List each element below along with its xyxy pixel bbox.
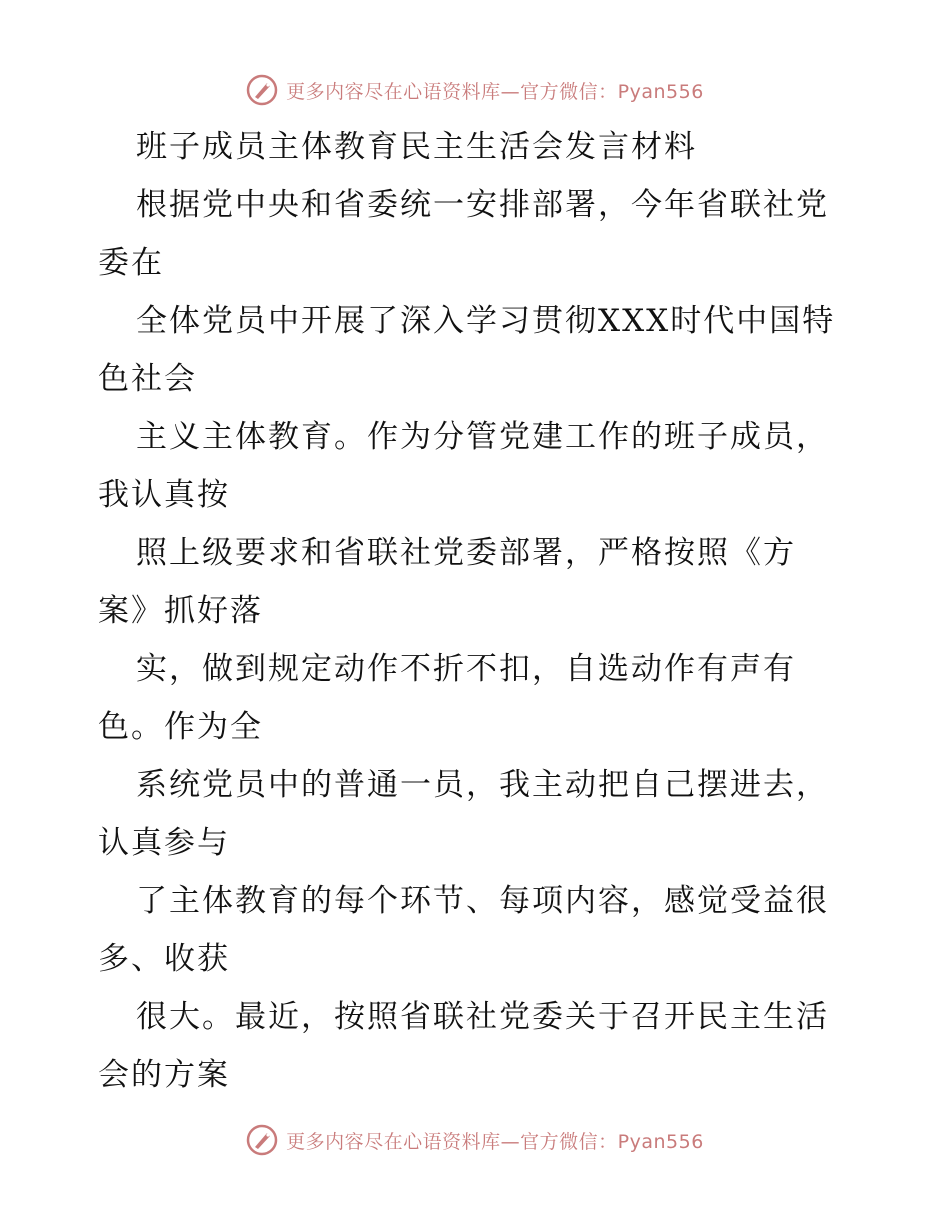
text-line: 照上级要求和省联社党委部署，严格按照《方	[136, 535, 796, 571]
watermark-text: 更多内容尽在心语资料库—官方微信：Pyan556	[286, 80, 704, 103]
text-line: 色社会	[98, 361, 197, 397]
text-line: 我认真按	[98, 477, 230, 513]
header-watermark	[0, 70, 950, 110]
watermark-text: 更多内容尽在心语资料库—官方微信：Pyan556	[286, 1130, 704, 1153]
text-line: 色。作为全	[98, 709, 263, 745]
text-line: 实，做到规定动作不折不扣，自选动作有声有	[136, 651, 796, 687]
footer-watermark	[0, 1120, 950, 1160]
text-line: 很大。最近，按照省联社党委关于召开民主生活	[136, 999, 829, 1035]
text-line: 认真参与	[98, 825, 230, 861]
document-title: 班子成员主体教育民主生活会发言材料	[136, 129, 697, 165]
document-body	[98, 118, 858, 1104]
text-line: 会的方案	[98, 1057, 230, 1093]
text-line: 主义主体教育。作为分管党建工作的班子成员，	[136, 419, 829, 455]
text-line: 全体党员中开展了深入学习贯彻XXX时代中国特	[136, 303, 836, 339]
pen-nib-logo-icon	[246, 74, 278, 106]
pen-nib-logo-icon	[246, 1124, 278, 1156]
text-line: 委在	[98, 245, 164, 281]
text-line: 案》抓好落	[98, 593, 263, 629]
text-line: 根据党中央和省委统一安排部署，今年省联社党	[136, 187, 829, 223]
text-line: 系统党员中的普通一员，我主动把自己摆进去，	[136, 767, 829, 803]
text-line: 了主体教育的每个环节、每项内容，感觉受益很	[136, 883, 829, 919]
text-line: 多、收获	[98, 941, 230, 977]
